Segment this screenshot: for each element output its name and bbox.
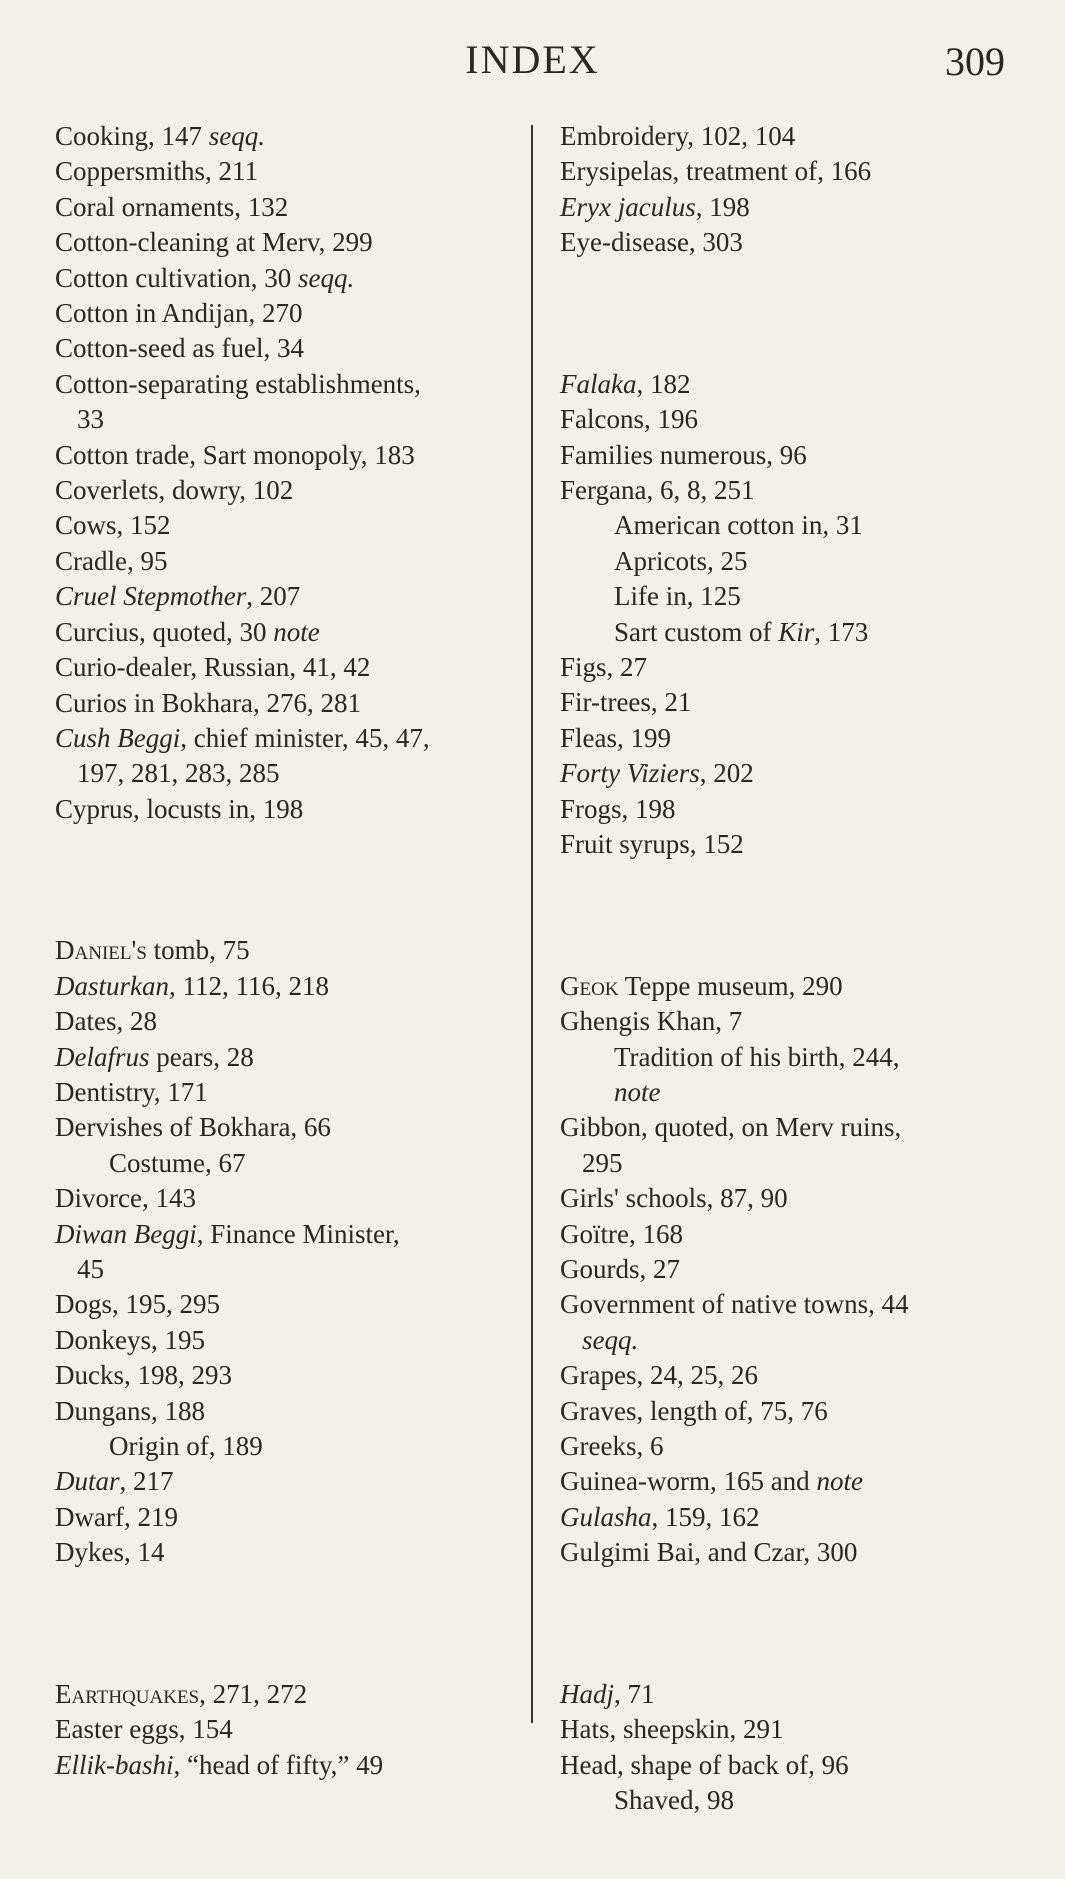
page-number: 309 [945, 39, 1005, 84]
index-entry-continuation: 295 [582, 1147, 623, 1178]
index-entry: Greeks, 6 [560, 1430, 664, 1461]
index-entry: Geok Teppe museum, 290 [560, 970, 843, 1001]
page-title: INDEX [465, 37, 600, 82]
group-spacer [55, 1571, 535, 1642]
group-spacer [560, 261, 1030, 332]
index-group-d [55, 933, 535, 1570]
group-spacer [560, 1641, 1030, 1676]
index-entry: Cotton cultivation, 30 seqq. [55, 262, 355, 293]
index-group-g [560, 969, 1030, 1571]
group-spacer [560, 331, 1030, 366]
index-entry: Coral ornaments, 132 [55, 191, 289, 222]
right-column [560, 119, 1030, 1818]
index-entry: Falaka, 182 [560, 368, 691, 399]
index-entry: Diwan Beggi, Finance Minister, [55, 1218, 400, 1249]
index-entry: Guinea-worm, 165 and note [560, 1466, 863, 1497]
group-spacer [55, 827, 535, 898]
group-spacer [560, 863, 1030, 934]
index-entry: Government of native towns, 44 [560, 1289, 909, 1320]
index-entry: Dervishes of Bokhara, 66 [55, 1112, 331, 1143]
index-entry: Cyprus, locusts in, 198 [55, 793, 304, 824]
index-entry: Ghengis Khan, 7 [560, 1006, 743, 1037]
index-entry: Cotton trade, Sart monopoly, 183 [55, 439, 415, 470]
index-subentry: Sart custom of Kir, 173 [614, 616, 869, 647]
index-entry: Fleas, 199 [560, 722, 671, 753]
index-entry: Gulgimi Bai, and Czar, 300 [560, 1537, 858, 1568]
index-entry: Daniel's tomb, 75 [55, 935, 250, 966]
index-entry-continuation: 197, 281, 283, 285 [77, 758, 280, 789]
index-entry: Cotton in Andijan, 270 [55, 298, 303, 329]
index-entry: Ducks, 198, 293 [55, 1360, 232, 1391]
index-entry: Gourds, 27 [560, 1253, 680, 1284]
index-entry: Coverlets, dowry, 102 [55, 475, 294, 506]
index-entry: Cruel Stepmother, 207 [55, 581, 301, 612]
index-entry: Girls' schools, 87, 90 [560, 1183, 788, 1214]
index-entry: Cradle, 95 [55, 545, 168, 576]
index-entry: Fir-trees, 21 [560, 687, 692, 718]
index-entry: Dykes, 14 [55, 1537, 165, 1568]
index-entry: Coppersmiths, 211 [55, 156, 259, 187]
index-entry: Dogs, 195, 295 [55, 1289, 221, 1320]
index-entry: Dutar, 217 [55, 1466, 174, 1497]
index-entry: Families numerous, 96 [560, 439, 807, 470]
index-entry: Dentistry, 171 [55, 1076, 208, 1107]
index-entry: Figs, 27 [560, 652, 648, 683]
index-entry: Delafrus pears, 28 [55, 1041, 254, 1072]
index-entry: Easter eggs, 154 [55, 1714, 233, 1745]
index-entry-continuation: 33 [77, 404, 104, 435]
index-entry: Donkeys, 195 [55, 1324, 205, 1355]
index-group-f [560, 367, 1030, 863]
index-entry: Grapes, 24, 25, 26 [560, 1360, 758, 1391]
index-entry: Hadj, 71 [560, 1678, 655, 1709]
index-entry: Ellik-bashi, “head of fifty,” 49 [55, 1749, 384, 1780]
index-entry: Eye-disease, 303 [560, 227, 743, 258]
group-spacer [55, 1641, 535, 1676]
left-column [55, 119, 535, 1783]
entry-text: seqq. [582, 1324, 639, 1355]
index-entry: Gulasha, 159, 162 [560, 1501, 760, 1532]
index-entry: Dates, 28 [55, 1006, 157, 1037]
group-spacer [560, 1571, 1030, 1642]
index-entry: Frogs, 198 [560, 793, 676, 824]
index-entry: Cows, 152 [55, 510, 171, 541]
index-entry: Forty Viziers, 202 [560, 758, 754, 789]
index-entry: Cooking, 147 seqq. [55, 121, 266, 151]
index-subentry: Shaved, 98 [614, 1785, 734, 1815]
index-group-e-cont [560, 119, 1030, 261]
index-entry-continuation [560, 1075, 1030, 1110]
index-entry-continuation: 45 [77, 1253, 104, 1284]
index-subentry: American cotton in, 31 [614, 510, 863, 541]
index-entry: Eryx jaculus, 198 [560, 191, 750, 222]
index-entry: Cotton-seed as fuel, 34 [55, 333, 304, 364]
index-entry: Curcius, quoted, 30 note [55, 616, 320, 647]
index-entry: Divorce, 143 [55, 1183, 196, 1214]
index-entry: Goïtre, 168 [560, 1218, 683, 1249]
index-subentry: Tradition of his birth, 244, [614, 1041, 900, 1072]
index-entry: Curio-dealer, Russian, 41, 42 [55, 652, 371, 683]
entry-text: note [614, 1076, 661, 1107]
index-entry: Curios in Bokhara, 276, 281 [55, 687, 361, 718]
index-entry: Dasturkan, 112, 116, 218 [55, 970, 329, 1001]
index-entry: Dwarf, 219 [55, 1501, 178, 1532]
index-subentry: Origin of, 189 [109, 1431, 263, 1461]
index-group-c [55, 119, 535, 827]
index-entry: Fruit syrups, 152 [560, 829, 744, 860]
index-entry: Earthquakes, 271, 272 [55, 1678, 308, 1709]
index-entry: Gibbon, quoted, on Merv ruins, [560, 1112, 902, 1143]
page-header [0, 36, 1065, 96]
index-entry: Graves, length of, 75, 76 [560, 1395, 828, 1426]
group-spacer [560, 933, 1030, 968]
index-entry: Fergana, 6, 8, 251 [560, 475, 755, 506]
index-entry: Head, shape of back of, 96 [560, 1749, 849, 1780]
index-entry: Dungans, 188 [55, 1395, 205, 1426]
index-group-h [560, 1677, 1030, 1819]
index-group-e [55, 1677, 535, 1783]
group-spacer [55, 898, 535, 933]
index-entry-continuation [560, 1323, 1030, 1358]
index-entry: Cush Beggi, chief minister, 45, 47, [55, 722, 430, 753]
index-entry: Embroidery, 102, 104 [560, 121, 796, 151]
index-subentry: Apricots, 25 [614, 545, 748, 576]
index-entry: Erysipelas, treatment of, 166 [560, 156, 872, 187]
index-subentry: Costume, 67 [109, 1147, 246, 1178]
index-entry: Cotton-cleaning at Merv, 299 [55, 227, 373, 258]
index-subentry: Life in, 125 [614, 581, 741, 612]
index-entry: Falcons, 196 [560, 404, 698, 435]
index-entry: Cotton-separating establishments, [55, 368, 421, 399]
index-entry: Hats, sheepskin, 291 [560, 1714, 784, 1745]
